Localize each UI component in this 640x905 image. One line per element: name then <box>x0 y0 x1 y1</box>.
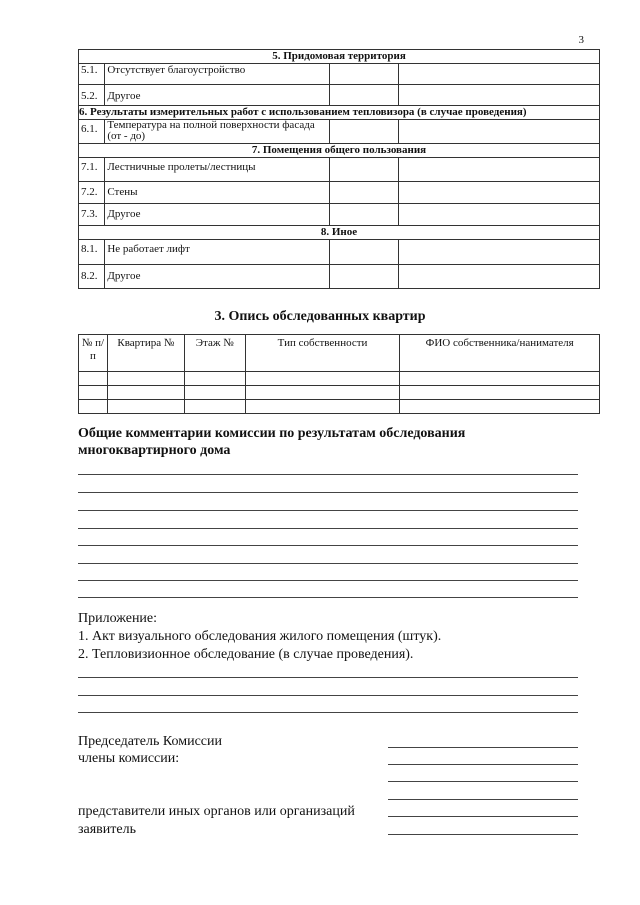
row-number: 5.1. <box>79 64 105 85</box>
comment-line[interactable] <box>78 580 578 581</box>
table-row <box>79 120 600 144</box>
comments-heading: Общие комментарии комиссии по результатам обследования многоквартирного дома <box>78 426 466 458</box>
row-label: Другое <box>105 204 330 226</box>
row-number: 7.1. <box>79 158 105 182</box>
appendix-heading: Приложение: <box>78 611 158 626</box>
row-cell <box>399 204 600 226</box>
table-cell[interactable] <box>245 386 400 400</box>
page-number: 3 <box>578 34 584 46</box>
table-header-row <box>79 335 600 372</box>
row-number: 8.2. <box>79 265 105 289</box>
inspection-results-table <box>78 49 600 289</box>
row-label: Другое <box>105 85 330 106</box>
chair-signature-line[interactable] <box>388 747 578 748</box>
row-label: Лестничные пролеты/лестницы <box>105 158 330 182</box>
table-row <box>79 64 600 85</box>
row-cell <box>330 64 399 85</box>
column-header: Этаж № <box>184 335 245 372</box>
table-row <box>79 240 600 265</box>
table-cell[interactable] <box>79 400 108 414</box>
chair-label: Председатель Комиссии <box>78 734 222 749</box>
member-signature-line[interactable] <box>388 764 578 765</box>
table-cell[interactable] <box>107 386 184 400</box>
row-label: Отсутствует благоустройство <box>105 64 330 85</box>
row-cell <box>330 240 399 265</box>
table-cell[interactable] <box>184 372 245 386</box>
table-cell[interactable] <box>245 400 400 414</box>
column-header: Тип собственности <box>245 335 400 372</box>
apartments-section-title: 3. Опись обследованных квартир <box>214 309 426 324</box>
row-number: 7.3. <box>79 204 105 226</box>
table-cell[interactable] <box>107 400 184 414</box>
table-row <box>79 158 600 182</box>
table-row <box>79 400 600 414</box>
row-cell <box>330 204 399 226</box>
table-cell[interactable] <box>184 386 245 400</box>
comment-line[interactable] <box>78 528 578 529</box>
row-label: Не работает лифт <box>105 240 330 265</box>
table-row <box>79 204 600 226</box>
applicant-label: заявитель <box>78 822 136 837</box>
table-cell[interactable] <box>107 372 184 386</box>
row-cell <box>399 240 600 265</box>
representatives-signature-line[interactable] <box>388 816 578 817</box>
row-cell <box>330 182 399 204</box>
appendix-line[interactable] <box>78 712 578 713</box>
comment-line[interactable] <box>78 545 578 546</box>
row-number: 8.1. <box>79 240 105 265</box>
row-number: 5.2. <box>79 85 105 106</box>
apartments-table <box>78 334 600 414</box>
appendix-item: 1. Акт визуального обследования жилого помещения (штук). <box>78 629 442 644</box>
row-cell <box>330 85 399 106</box>
member-signature-line[interactable] <box>388 799 578 800</box>
column-header: Квартира № <box>107 335 184 372</box>
row-number: 7.2. <box>79 182 105 204</box>
representatives-label: представители иных органов или организаций <box>78 804 355 819</box>
row-number: 6.1. <box>79 120 105 144</box>
row-cell <box>399 64 600 85</box>
row-cell <box>330 158 399 182</box>
row-cell <box>399 265 600 289</box>
section-header: 7. Помещения общего пользования <box>79 144 600 158</box>
table-row <box>79 265 600 289</box>
row-label: Температура на полной поверхности фасада (от - до) <box>105 120 330 144</box>
appendix-line[interactable] <box>78 677 578 678</box>
section-header: 5. Придомовая территория <box>79 50 600 64</box>
table-row <box>79 85 600 106</box>
table-cell[interactable] <box>79 386 108 400</box>
row-label: Другое <box>105 265 330 289</box>
table-cell[interactable] <box>400 386 600 400</box>
comment-line[interactable] <box>78 474 578 475</box>
table-cell[interactable] <box>184 400 245 414</box>
row-label: Стены <box>105 182 330 204</box>
table-cell[interactable] <box>400 372 600 386</box>
appendix-item: 2. Тепловизионное обследование (в случае проведения). <box>78 647 414 662</box>
appendix-line[interactable] <box>78 695 578 696</box>
table-row <box>79 372 600 386</box>
applicant-signature-line[interactable] <box>388 834 578 835</box>
comment-line[interactable] <box>78 563 578 564</box>
comment-line[interactable] <box>78 597 578 598</box>
column-header: № п/п <box>79 335 108 372</box>
table-cell[interactable] <box>79 372 108 386</box>
section-header: 6. Результаты измерительных работ с использованием тепловизора (в случае проведения) <box>79 106 600 120</box>
row-cell <box>399 85 600 106</box>
column-header: ФИО собственника/нанимателя <box>400 335 600 372</box>
row-cell <box>399 120 600 144</box>
comment-line[interactable] <box>78 510 578 511</box>
row-cell <box>330 265 399 289</box>
row-cell <box>330 120 399 144</box>
comment-line[interactable] <box>78 492 578 493</box>
section-header: 8. Иное <box>79 226 600 240</box>
member-signature-line[interactable] <box>388 781 578 782</box>
table-cell[interactable] <box>245 372 400 386</box>
table-cell[interactable] <box>400 400 600 414</box>
row-cell <box>399 158 600 182</box>
table-row <box>79 386 600 400</box>
table-row <box>79 182 600 204</box>
members-label: члены комиссии: <box>78 751 180 766</box>
row-cell <box>399 182 600 204</box>
